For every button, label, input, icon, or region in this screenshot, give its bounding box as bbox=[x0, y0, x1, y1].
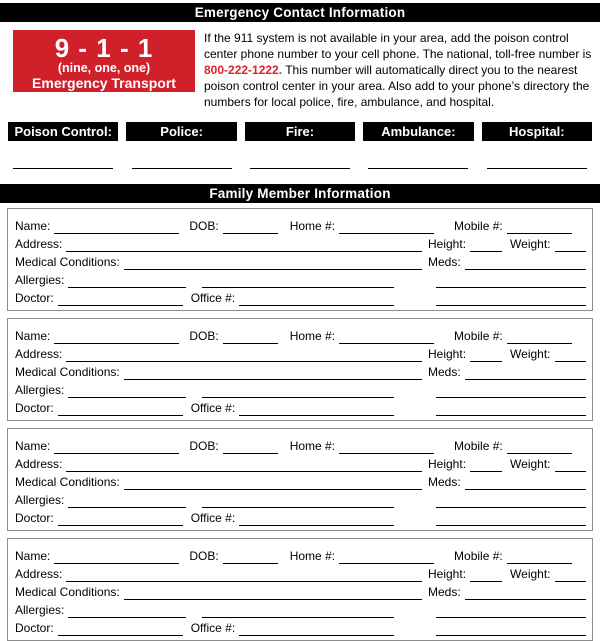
office-phone-label: Office #: bbox=[190, 620, 236, 635]
dob-label: DOB: bbox=[189, 328, 219, 343]
allergies-fill-line bbox=[68, 286, 186, 288]
meds-fill-line bbox=[465, 598, 586, 600]
doctor-fill-line bbox=[58, 634, 183, 636]
mobile-phone-fill-line bbox=[507, 562, 572, 564]
member-row-medical bbox=[15, 252, 586, 270]
meds-continuation-line bbox=[436, 616, 586, 618]
meds-continuation-line-2 bbox=[436, 414, 586, 416]
medical-conditions-label: Medical Conditions: bbox=[15, 254, 120, 269]
dob-fill-line bbox=[223, 342, 278, 344]
emergency-contact-fill-lines-row bbox=[0, 167, 600, 169]
mobile-phone-label: Mobile #: bbox=[454, 328, 503, 343]
meds-fill-line bbox=[465, 488, 586, 490]
intro-paragraph bbox=[204, 30, 594, 111]
name-label: Name: bbox=[15, 548, 51, 563]
mobile-phone-label: Mobile #: bbox=[454, 438, 503, 453]
allergies-continuation-line bbox=[202, 616, 394, 618]
911-panel bbox=[13, 30, 195, 107]
member-row-doctor bbox=[15, 398, 586, 416]
meds-label: Meds: bbox=[428, 254, 461, 269]
mobile-phone-fill-line bbox=[507, 342, 572, 344]
allergies-label: Allergies: bbox=[15, 602, 65, 617]
home-phone-label: Home #: bbox=[289, 438, 336, 453]
member-row-doctor bbox=[15, 618, 586, 636]
member-row-address bbox=[15, 234, 586, 252]
address-fill-line bbox=[66, 360, 422, 362]
meds-label: Meds: bbox=[428, 474, 461, 489]
office-phone-fill-line bbox=[239, 414, 394, 416]
family-members-list bbox=[0, 208, 600, 641]
height-label: Height: bbox=[428, 566, 467, 581]
address-fill-line bbox=[66, 250, 422, 252]
family-member-section bbox=[7, 428, 593, 531]
office-phone-label: Office #: bbox=[190, 510, 236, 525]
hospital-fill-line bbox=[482, 167, 592, 169]
name-fill-line bbox=[54, 452, 179, 454]
meds-continuation-line-2 bbox=[436, 524, 586, 526]
member-row-name bbox=[15, 436, 586, 454]
home-phone-fill-line bbox=[339, 452, 434, 454]
name-fill-line bbox=[54, 562, 179, 564]
intro-text-after: This number will automatically direct you to the nearest poison control center in your area. Also add to your phone’s directory the numbers for local police, fire, ambulance, and hospital. bbox=[204, 62, 590, 109]
emergency-contact-labels-row bbox=[0, 122, 600, 141]
allergies-continuation-line bbox=[202, 396, 394, 398]
height-fill-line bbox=[470, 580, 502, 582]
meds-continuation-line bbox=[436, 396, 586, 398]
medical-conditions-label: Medical Conditions: bbox=[15, 584, 120, 599]
dob-fill-line bbox=[223, 232, 278, 234]
medical-conditions-fill-line bbox=[124, 598, 422, 600]
medical-conditions-label: Medical Conditions: bbox=[15, 364, 120, 379]
weight-fill-line bbox=[555, 470, 587, 472]
intro-text-before: If the 911 system is not available in your area, add the poison control center phone number to your cell phone. The national, toll-free number is bbox=[204, 31, 592, 61]
dob-fill-line bbox=[223, 562, 278, 564]
weight-fill-line bbox=[555, 580, 587, 582]
meds-fill-line bbox=[465, 268, 586, 270]
mobile-phone-fill-line bbox=[507, 452, 572, 454]
doctor-label: Doctor: bbox=[15, 620, 54, 635]
medical-conditions-fill-line bbox=[124, 488, 422, 490]
ambulance-fill-line bbox=[363, 167, 473, 169]
doctor-fill-line bbox=[58, 304, 183, 306]
home-phone-fill-line bbox=[339, 562, 434, 564]
medical-conditions-label: Medical Conditions: bbox=[15, 474, 120, 489]
member-row-address bbox=[15, 564, 586, 582]
family-member-section bbox=[7, 538, 593, 641]
weight-fill-line bbox=[555, 250, 587, 252]
weight-label: Weight: bbox=[510, 236, 551, 251]
member-row-medical bbox=[15, 472, 586, 490]
allergies-fill-line bbox=[68, 616, 186, 618]
home-phone-fill-line bbox=[339, 342, 434, 344]
address-label: Address: bbox=[15, 566, 63, 581]
meds-continuation-line-2 bbox=[436, 634, 586, 636]
member-row-doctor bbox=[15, 508, 586, 526]
name-label: Name: bbox=[15, 438, 51, 453]
office-phone-label: Office #: bbox=[190, 290, 236, 305]
allergies-label: Allergies: bbox=[15, 272, 65, 287]
emergency-form-page bbox=[0, 3, 600, 635]
name-label: Name: bbox=[15, 218, 51, 233]
dob-label: DOB: bbox=[189, 218, 219, 233]
police-fill-line bbox=[126, 167, 236, 169]
member-row-address bbox=[15, 454, 586, 472]
weight-label: Weight: bbox=[510, 456, 551, 471]
family-member-section bbox=[7, 208, 593, 311]
office-phone-label: Office #: bbox=[190, 400, 236, 415]
mobile-phone-label: Mobile #: bbox=[454, 218, 503, 233]
name-fill-line bbox=[54, 232, 179, 234]
mobile-phone-fill-line bbox=[507, 232, 572, 234]
doctor-label: Doctor: bbox=[15, 400, 54, 415]
address-label: Address: bbox=[15, 236, 63, 251]
911-number: 9 - 1 - 1 bbox=[54, 33, 154, 63]
contact-label-hospital: Hospital: bbox=[482, 122, 592, 141]
height-fill-line bbox=[470, 360, 502, 362]
name-label: Name: bbox=[15, 328, 51, 343]
address-fill-line bbox=[66, 580, 422, 582]
allergies-fill-line bbox=[68, 396, 186, 398]
dob-fill-line bbox=[223, 452, 278, 454]
member-row-allergies bbox=[15, 270, 586, 288]
member-row-allergies bbox=[15, 600, 586, 618]
dob-label: DOB: bbox=[189, 438, 219, 453]
member-row-name bbox=[15, 216, 586, 234]
height-label: Height: bbox=[428, 346, 467, 361]
meds-continuation-line-2 bbox=[436, 304, 586, 306]
contact-label-fire: Fire: bbox=[245, 122, 355, 141]
member-row-address bbox=[15, 344, 586, 362]
office-phone-fill-line bbox=[239, 524, 394, 526]
meds-label: Meds: bbox=[428, 584, 461, 599]
home-phone-fill-line bbox=[339, 232, 434, 234]
weight-label: Weight: bbox=[510, 566, 551, 581]
family-member-header: Family Member Information bbox=[0, 184, 600, 203]
weight-label: Weight: bbox=[510, 346, 551, 361]
contact-label-ambulance: Ambulance: bbox=[363, 122, 473, 141]
allergies-label: Allergies: bbox=[15, 492, 65, 507]
address-label: Address: bbox=[15, 346, 63, 361]
member-row-name bbox=[15, 326, 586, 344]
emergency-contact-header: Emergency Contact Information bbox=[0, 3, 600, 22]
medical-conditions-fill-line bbox=[124, 268, 422, 270]
member-row-medical bbox=[15, 362, 586, 380]
allergies-continuation-line bbox=[202, 286, 394, 288]
office-phone-fill-line bbox=[239, 304, 394, 306]
member-row-medical bbox=[15, 582, 586, 600]
doctor-label: Doctor: bbox=[15, 290, 54, 305]
name-fill-line bbox=[54, 342, 179, 344]
intro-section bbox=[0, 22, 600, 113]
doctor-fill-line bbox=[58, 414, 183, 416]
medical-conditions-fill-line bbox=[124, 378, 422, 380]
doctor-fill-line bbox=[58, 524, 183, 526]
member-row-allergies bbox=[15, 380, 586, 398]
allergies-fill-line bbox=[68, 506, 186, 508]
weight-fill-line bbox=[555, 360, 587, 362]
height-label: Height: bbox=[428, 236, 467, 251]
member-row-name bbox=[15, 546, 586, 564]
poison-control-phone-number: 800-222-1222. bbox=[204, 62, 283, 77]
meds-label: Meds: bbox=[428, 364, 461, 379]
height-fill-line bbox=[470, 250, 502, 252]
dob-label: DOB: bbox=[189, 548, 219, 563]
fire-fill-line bbox=[245, 167, 355, 169]
height-label: Height: bbox=[428, 456, 467, 471]
member-row-doctor bbox=[15, 288, 586, 306]
home-phone-label: Home #: bbox=[289, 218, 336, 233]
contact-label-poison-control: Poison Control: bbox=[8, 122, 118, 141]
911-system-label: Emergency Transport System bbox=[32, 75, 176, 107]
allergies-continuation-line bbox=[202, 506, 394, 508]
meds-continuation-line bbox=[436, 286, 586, 288]
poison-control-fill-line bbox=[8, 167, 118, 169]
office-phone-fill-line bbox=[239, 634, 394, 636]
meds-continuation-line bbox=[436, 506, 586, 508]
address-fill-line bbox=[66, 470, 422, 472]
member-row-allergies bbox=[15, 490, 586, 508]
family-member-section bbox=[7, 318, 593, 421]
doctor-label: Doctor: bbox=[15, 510, 54, 525]
meds-fill-line bbox=[465, 378, 586, 380]
allergies-label: Allergies: bbox=[15, 382, 65, 397]
mobile-phone-label: Mobile #: bbox=[454, 548, 503, 563]
home-phone-label: Home #: bbox=[289, 328, 336, 343]
911-spelled-out: (nine, one, one) bbox=[57, 61, 151, 75]
home-phone-label: Home #: bbox=[289, 548, 336, 563]
height-fill-line bbox=[470, 470, 502, 472]
address-label: Address: bbox=[15, 456, 63, 471]
contact-label-police: Police: bbox=[126, 122, 236, 141]
